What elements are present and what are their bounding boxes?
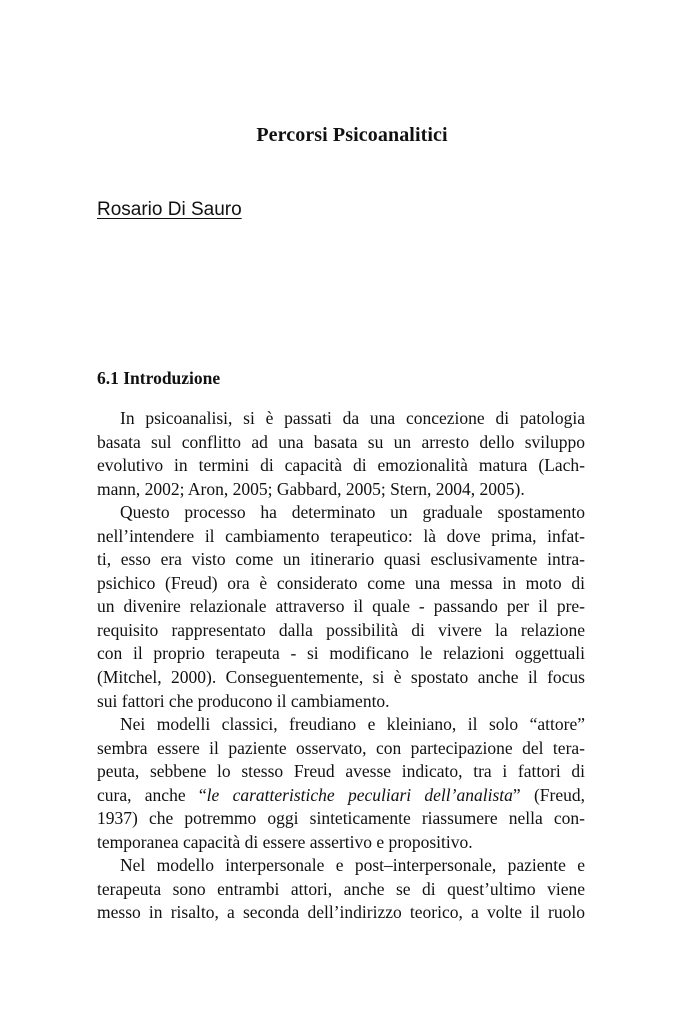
text-line: 1937) che potremmo oggi sinteticamente riassumere nella con- (97, 808, 585, 829)
text-line: Questo processo ha determinato un graduale spostamento (120, 502, 585, 523)
text-line: In psicoanalisi, si è passati da una concezione di patologia (120, 408, 585, 428)
text-line: ti, esso era visto come un itinerario quasi esclusivamente intra- (97, 549, 585, 570)
text-line: (Mitchel, 2000). Conseguentemente, si è spostato anche il focus (97, 667, 585, 688)
text-line: peuta, sebbene lo stesso Freud avesse indicato, tra i fattori di (97, 761, 585, 782)
text-segment: ” (Freud, (512, 784, 585, 805)
section-heading: 6.1 Introduzione (97, 368, 221, 388)
text-line: con il proprio terapeuta - si modificano le relazioni oggettuali (97, 643, 585, 664)
body-text (97, 407, 585, 925)
text-line: mann, 2002; Aron, 2005; Gabbard, 2005; Stern, 2004, 2005). (97, 478, 525, 499)
text-line: psichico (Freud) ora è considerato come una messa in moto di (97, 572, 585, 593)
text-line: Nei modelli classici, freudiano e kleiniano, il solo “attore” (120, 714, 585, 735)
text-line: Nel modello interpersonale e post–interpersonale, paziente e (120, 855, 585, 876)
text-line: evolutivo in termini di capacità di emozionalità matura (Lach- (97, 455, 585, 476)
author-name: Rosario Di Sauro (97, 199, 242, 220)
text-line: messo in risalto, a seconda dell’indirizzo teorico, a volte il ruolo (97, 902, 585, 923)
text-line: nell’intendere il cambiamento terapeutico: là dove prima, infat- (97, 525, 585, 546)
document-title: Percorsi Psicoanalitici (256, 124, 448, 146)
text-segment: cura, anche “ (97, 784, 207, 805)
text-line-with-quote (97, 784, 585, 808)
text-line: un divenire relazionale attraverso il quale - passando per il pre- (97, 596, 585, 617)
text-line: sembra essere il paziente osservato, con partecipazione del tera- (97, 737, 585, 758)
text-line: requisito rappresentato dalla possibilità di vivere la relazione (97, 619, 585, 640)
text-line: terapeuta sono entrambi attori, anche se di quest’ultimo viene (97, 878, 585, 899)
text-line: basata sul conflitto ad una basata su un arresto dello sviluppo (97, 431, 585, 452)
text-line: sui fattori che producono il cambiamento. (97, 690, 390, 711)
italic-quote: le caratteristiche peculiari dell’analista (206, 784, 513, 805)
text-line: temporanea capacità di essere assertivo e propositivo. (97, 831, 473, 852)
